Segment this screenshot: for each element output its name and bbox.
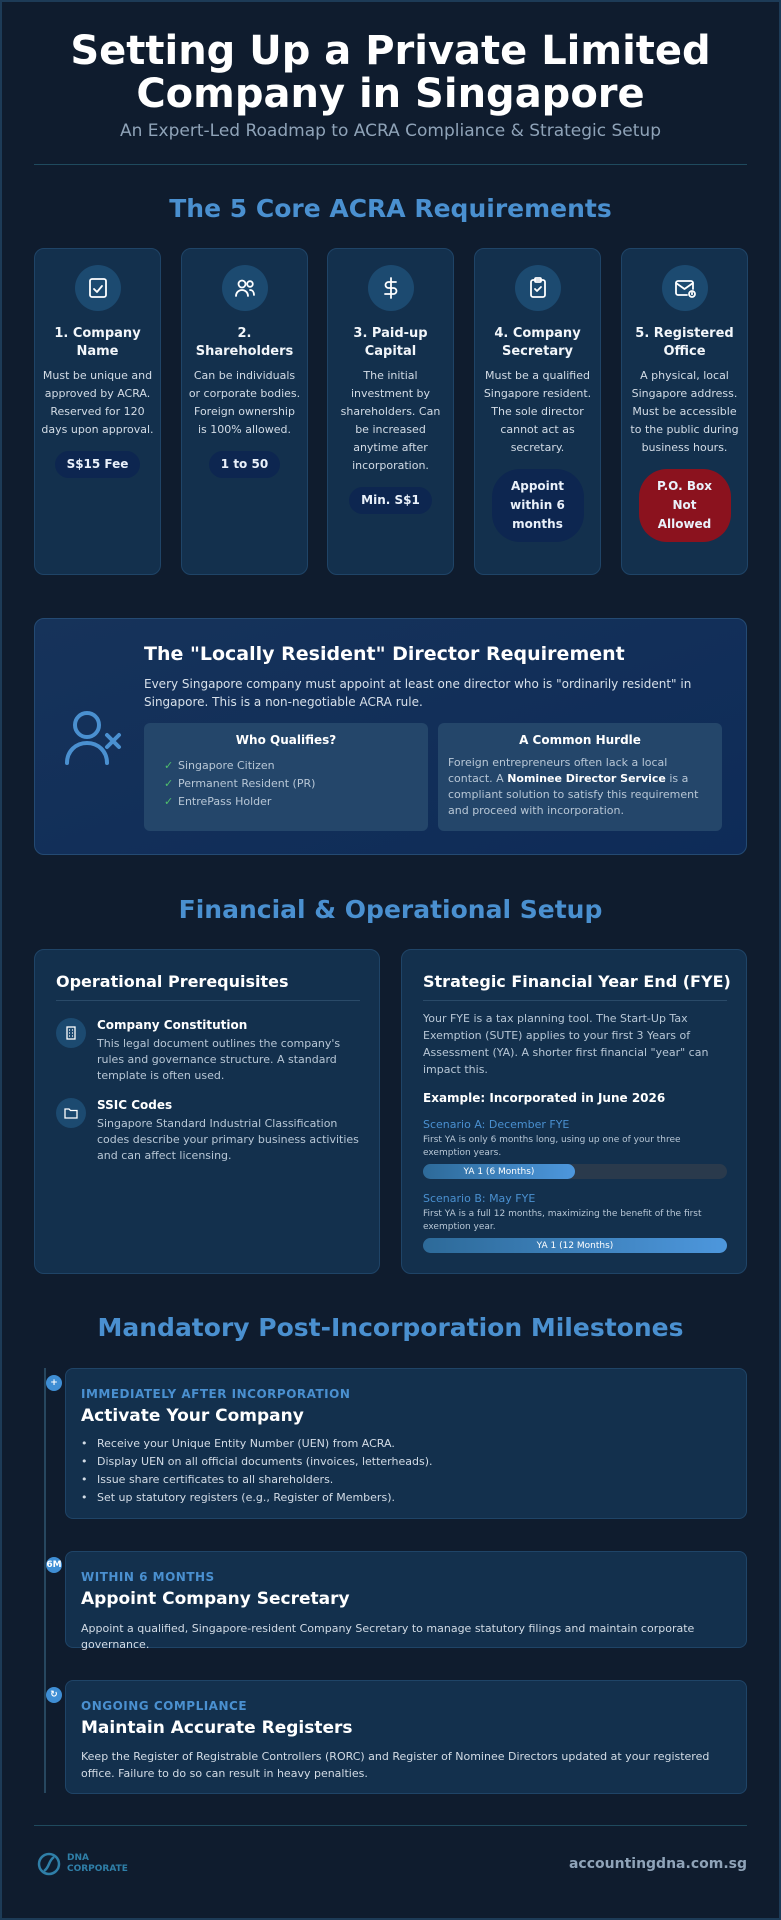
divider: [423, 1000, 727, 1001]
financial-title: Financial & Operational Setup: [178, 895, 603, 924]
requirement-card-shareholders: [181, 248, 308, 575]
qualifies-item: ✓ EntrePass Holder: [164, 793, 428, 811]
clipboard-check-icon: [515, 265, 561, 311]
common-hurdle-title: A Common Hurdle: [519, 733, 641, 747]
fye-desc: Your FYE is a tax planning tool. The Start-Up Tax Exemption (SUTE) applies to your first 3 Years of Assessment (YA). A shorter first financial "year" can impact this.: [423, 1012, 709, 1076]
requirement-desc: Must be unique and approved by ACRA. Reserved for 120 days upon approval.: [41, 369, 154, 436]
user-x-icon: [63, 707, 125, 771]
milestone-title: Appoint Company Secretary: [81, 1589, 350, 1609]
footer-logo-text: DNA CORPORATE: [67, 1853, 128, 1874]
requirement-badge: Min. S$1: [349, 487, 432, 514]
milestone-list-item: • Display UEN on all official documents (invoices, letterheads).: [81, 1453, 731, 1471]
mail-icon: [662, 265, 708, 311]
requirement-badge: S$15 Fee: [55, 451, 141, 478]
scenario-a-desc: First YA is only 6 months long, using up one of your three exemption years.: [423, 1135, 681, 1158]
milestones-title: Mandatory Post-Incorporation Milestones: [97, 1313, 684, 1342]
requirement-title: 4. Company Secretary: [494, 326, 581, 359]
common-hurdle-desc: Foreign entrepreneurs often lack a local contact. A Nominee Director Service is a compliant solution to satisfy this requirement and proceed with incorporation.: [448, 756, 699, 817]
timeline-line: [44, 1368, 46, 1793]
operational-title: Operational Prerequisites: [56, 972, 289, 991]
qualifies-item: ✓ Singapore Citizen: [164, 757, 428, 775]
milestone-list-item: • Receive your Unique Entity Number (UEN) from ACRA.: [81, 1435, 731, 1453]
requirement-card-registered-office: [621, 248, 748, 575]
requirements-title: The 5 Core ACRA Requirements: [169, 194, 612, 223]
scenario-b-bar: [423, 1238, 727, 1253]
milestone-label: IMMEDIATELY AFTER INCORPORATION: [81, 1387, 351, 1401]
dollar-icon: [368, 265, 414, 311]
requirement-badge-warning: P.O. Box Not Allowed: [639, 469, 731, 542]
who-qualifies-title: Who Qualifies?: [235, 733, 337, 747]
requirement-title: 5. Registered Office: [635, 326, 734, 359]
operational-prerequisites-card: [34, 949, 380, 1274]
page-title: [0, 30, 781, 116]
requirement-card-company-name: [34, 248, 161, 575]
ops-item-ssic: [97, 1098, 365, 1164]
fye-card: [401, 949, 747, 1274]
milestone-registers: [65, 1680, 747, 1794]
page-subtitle: An Expert-Led Roadmap to ACRA Compliance & Strategic Setup: [120, 121, 661, 141]
requirement-title: 1. Company Name: [54, 326, 141, 359]
folder-icon: [56, 1098, 86, 1128]
milestone-list-item: • Set up statutory registers (e.g., Register of Members).: [81, 1489, 731, 1507]
scenario-b-bar-fill: YA 1 (12 Months): [423, 1238, 727, 1253]
milestone-title: Maintain Accurate Registers: [81, 1718, 353, 1738]
milestone-label: WITHIN 6 MONTHS: [81, 1570, 215, 1584]
requirement-desc: A physical, local Singapore address. Must be accessible to the public during business hours.: [630, 369, 739, 454]
milestone-label: ONGOING COMPLIANCE: [81, 1699, 248, 1713]
ops-item-desc: This legal document outlines the company's rules and governance structure. A standard template is often used.: [97, 1037, 341, 1082]
scenario-a-title: Scenario A: December FYE: [423, 1118, 570, 1131]
requirement-desc: The initial investment by shareholders. Can be increased anytime after incorporation.: [340, 369, 441, 472]
scenario-b-desc: First YA is a full 12 months, maximizing the benefit of the first exemption year.: [423, 1209, 702, 1232]
scenario-b-title: Scenario B: May FYE: [423, 1192, 536, 1205]
scenario-a-bar: [423, 1164, 727, 1179]
milestone-list-item: • Issue share certificates to all shareholders.: [81, 1471, 731, 1489]
footer-divider: [34, 1825, 747, 1826]
milestone-desc: Keep the Register of Registrable Controllers (RORC) and Register of Nominee Directors updated at your registered office. Failure to do so can result in heavy penalties.: [81, 1750, 710, 1780]
milestone-desc: Appoint a qualified, Singapore-resident Company Secretary to manage statutory filings and maintain corporate governance.: [81, 1622, 695, 1651]
milestone-secretary: [65, 1551, 747, 1651]
requirement-badge: 1 to 50: [209, 451, 280, 478]
requirement-desc: Must be a qualified Singapore resident. The sole director cannot act as secretary.: [483, 369, 592, 454]
milestone-title: Activate Your Company: [81, 1406, 304, 1426]
milestone-activate: [65, 1368, 747, 1519]
requirement-desc: Can be individuals or corporate bodies. Foreign ownership is 100% allowed.: [188, 369, 301, 436]
fye-title: Strategic Financial Year End (FYE): [423, 972, 731, 991]
resident-director-panel: [34, 618, 747, 855]
resident-desc: Every Singapore company must appoint at least one director who is "ordinarily resident" in Singapore. This is a non-negotiable ACRA rule.: [144, 677, 692, 709]
qualifies-item: ✓ Permanent Resident (PR): [164, 775, 428, 793]
footer-website-link[interactable]: accountingdna.com.sg: [568, 1856, 747, 1872]
qualifies-list: [164, 757, 428, 811]
title-line-2: Company in Singapore: [136, 71, 645, 117]
timeline-dot-refresh: ↻: [46, 1687, 62, 1703]
scenario-a-bar-fill: YA 1 (6 Months): [423, 1164, 575, 1179]
divider: [34, 164, 747, 165]
requirement-title: 3. Paid-up Capital: [353, 326, 428, 359]
building-icon: [56, 1018, 86, 1048]
requirement-card-company-secretary: [474, 248, 601, 575]
milestone-list: [81, 1435, 731, 1507]
people-icon: [222, 265, 268, 311]
requirement-card-paid-up-capital: [327, 248, 454, 575]
requirement-title: 2. Shareholders: [195, 326, 294, 359]
fye-example: Example: Incorporated in June 2026: [423, 1091, 666, 1105]
who-qualifies-box: [144, 723, 428, 831]
timeline-dot-plus: +: [46, 1375, 62, 1391]
dna-logo-icon: [36, 1851, 62, 1877]
resident-title: The "Locally Resident" Director Requirement: [144, 643, 625, 665]
divider: [56, 1000, 360, 1001]
timeline-dot-6m: 6M: [46, 1557, 62, 1573]
ops-item-desc: Singapore Standard Industrial Classification codes describe your primary business activities and can affect licensing.: [97, 1117, 359, 1162]
ops-item-title: Company Constitution: [97, 1018, 248, 1032]
ops-item-title: SSIC Codes: [97, 1098, 173, 1112]
document-check-icon: [75, 265, 121, 311]
requirement-badge: Appoint within 6 months: [492, 469, 584, 542]
title-line-1: Setting Up a Private Limited: [70, 28, 711, 74]
common-hurdle-box: [438, 723, 722, 831]
ops-item-constitution: [97, 1018, 365, 1084]
nominee-director-service: Nominee Director Service: [507, 772, 666, 785]
